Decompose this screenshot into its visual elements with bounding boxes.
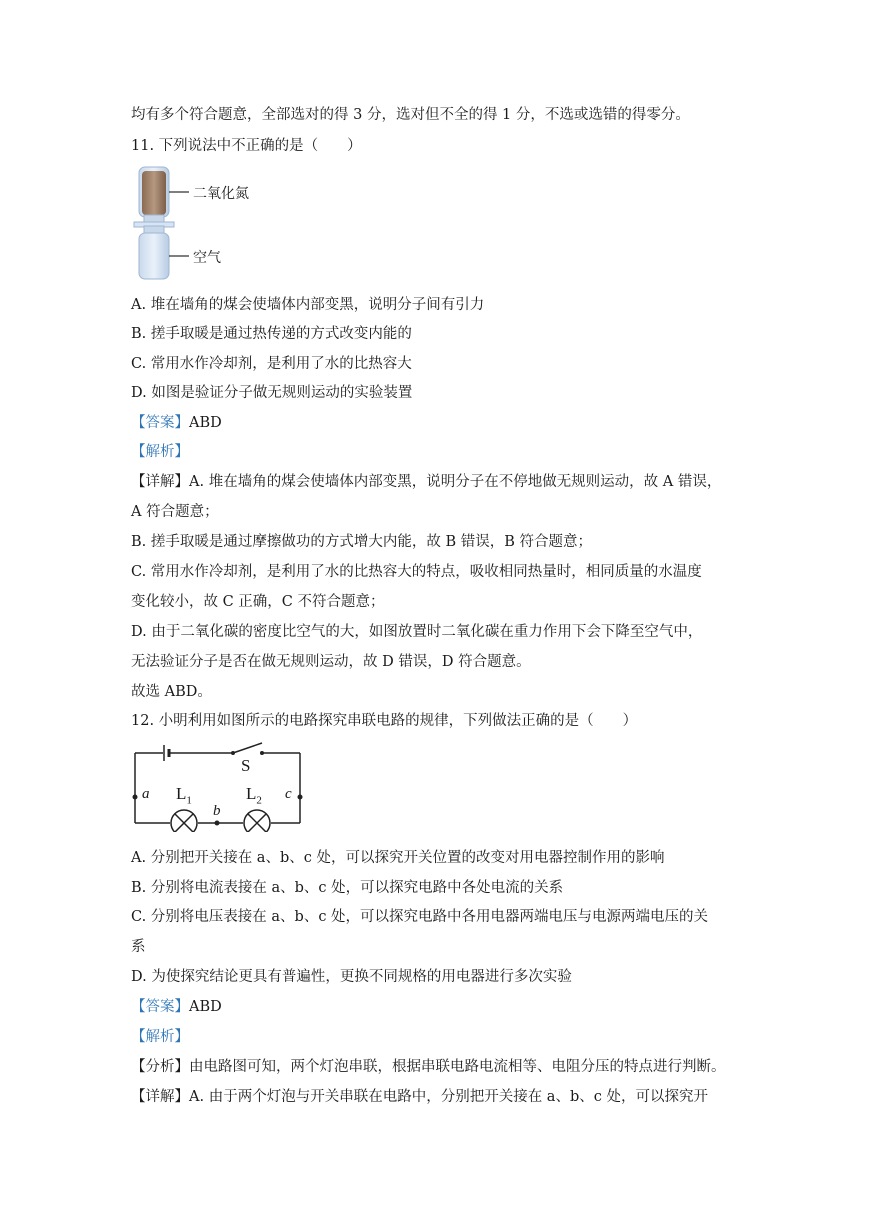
detail-text: A. 堆在墙角的煤会使墙体内部变黑，说明分子在不停地做无规则运动，故 A 错误， [189, 474, 722, 490]
q12-option-c: C. 分别将电压表接在 a、b、c 处，可以探究电路中各用电器两端电压与电源两端电压的关 [131, 909, 709, 925]
label-b: b [213, 803, 221, 819]
lamp1-subscript: 1 [186, 794, 192, 807]
label-air: 空气 [193, 250, 221, 266]
answer-value: ABD [189, 415, 222, 431]
q12-detail [131, 1087, 708, 1107]
q11-detail-line: D. 由于二氧化碳的密度比空气的大，如图放置时二氧化碳在重力作用下会下降至空气中， [131, 624, 703, 640]
q12-option-c-cont: 系 [131, 939, 146, 955]
answer-tag: 【答案】 [131, 999, 189, 1015]
detail-tag: 【详解】 [131, 474, 189, 490]
switch-label: S [241, 756, 251, 775]
q11-option-a: A. 堆在墙角的煤会使墙体内部变黑，说明分子间有引力 [131, 297, 485, 313]
node-a [133, 795, 138, 800]
q11-detail-line [131, 472, 721, 492]
q12-option-d: D. 为使探究结论更具有普遍性，更换不同规格的用电器进行多次实验 [131, 969, 572, 985]
label-nitrogen-dioxide: 二氧化氮 [193, 186, 249, 202]
q12-option-b: B. 分别将电流表接在 a、b、c 处，可以探究电路中各处电流的关系 [131, 880, 564, 896]
lamp2-label [246, 784, 262, 806]
q11-detail-line: B. 搓手取暖是通过摩擦做功的方式增大内能，故 B 错误，B 符合题意； [131, 534, 593, 550]
lamp1-letter: L [176, 784, 187, 803]
q12-option-a: A. 分别把开关接在 a、b、c 处，可以探究开关位置的改变对用电器控制作用的影响 [131, 850, 665, 866]
label-c: c [285, 786, 292, 802]
intro-text: 均有多个符合题意，全部选对的得 3 分，选对但不全的得 1 分，不选或选错的得零分。 [131, 107, 690, 123]
q11-detail-line: 变化较小，故 C 正确，C 不符合题意； [131, 594, 385, 610]
q11-option-d: D. 如图是验证分子做无规则运动的实验装置 [131, 385, 413, 401]
q12-stem: 12. 小明利用如图所示的电路探究串联电路的规律，下列做法正确的是（ ） [131, 713, 638, 729]
q11-detail-line: 无法验证分子是否在做无规则运动，故 D 错误，D 符合题意。 [131, 654, 531, 670]
q11-detail-line: 故选 ABD。 [131, 684, 212, 700]
q12-analysis-tag: 【解析】 [131, 1029, 189, 1045]
analysis-text: 由电路图可知，两个灯泡串联，根据串联电路电流相等、电阻分压的特点进行判断。 [189, 1059, 726, 1075]
answer-value: ABD [189, 999, 222, 1015]
q12-answer [131, 997, 222, 1017]
q11-analysis-tag: 【解析】 [131, 444, 189, 460]
answer-tag: 【答案】 [131, 415, 189, 431]
lamp2-letter: L [246, 784, 257, 803]
q11-answer [131, 413, 222, 433]
q11-detail-line: A 符合题意； [131, 504, 219, 520]
detail-tag: 【详解】 [131, 1089, 189, 1105]
q11-detail-line: C. 常用水作冷却剂，是利用了水的比热容大的特点，吸收相同热量时，相同质量的水温度 [131, 564, 702, 580]
q11-option-b: B. 搓手取暖是通过热传递的方式改变内能的 [131, 326, 412, 342]
q11-option-c: C. 常用水作冷却剂，是利用了水的比热容大 [131, 356, 412, 372]
q11-figure [131, 163, 261, 283]
detail-text: A. 由于两个灯泡与开关串联在电路中，分别把开关接在 a、b、c 处，可以探究开 [189, 1089, 708, 1105]
q12-circuit-figure [128, 740, 308, 832]
lamp2-subscript: 2 [256, 794, 262, 807]
node-b [215, 821, 220, 826]
lamp1-label [176, 784, 192, 806]
analysis-sub-tag: 【分析】 [131, 1059, 189, 1075]
label-a: a [142, 786, 150, 802]
q12-analysis [131, 1057, 726, 1077]
q11-stem: 11. 下列说法中不正确的是（ ） [131, 138, 362, 154]
node-c [298, 795, 303, 800]
